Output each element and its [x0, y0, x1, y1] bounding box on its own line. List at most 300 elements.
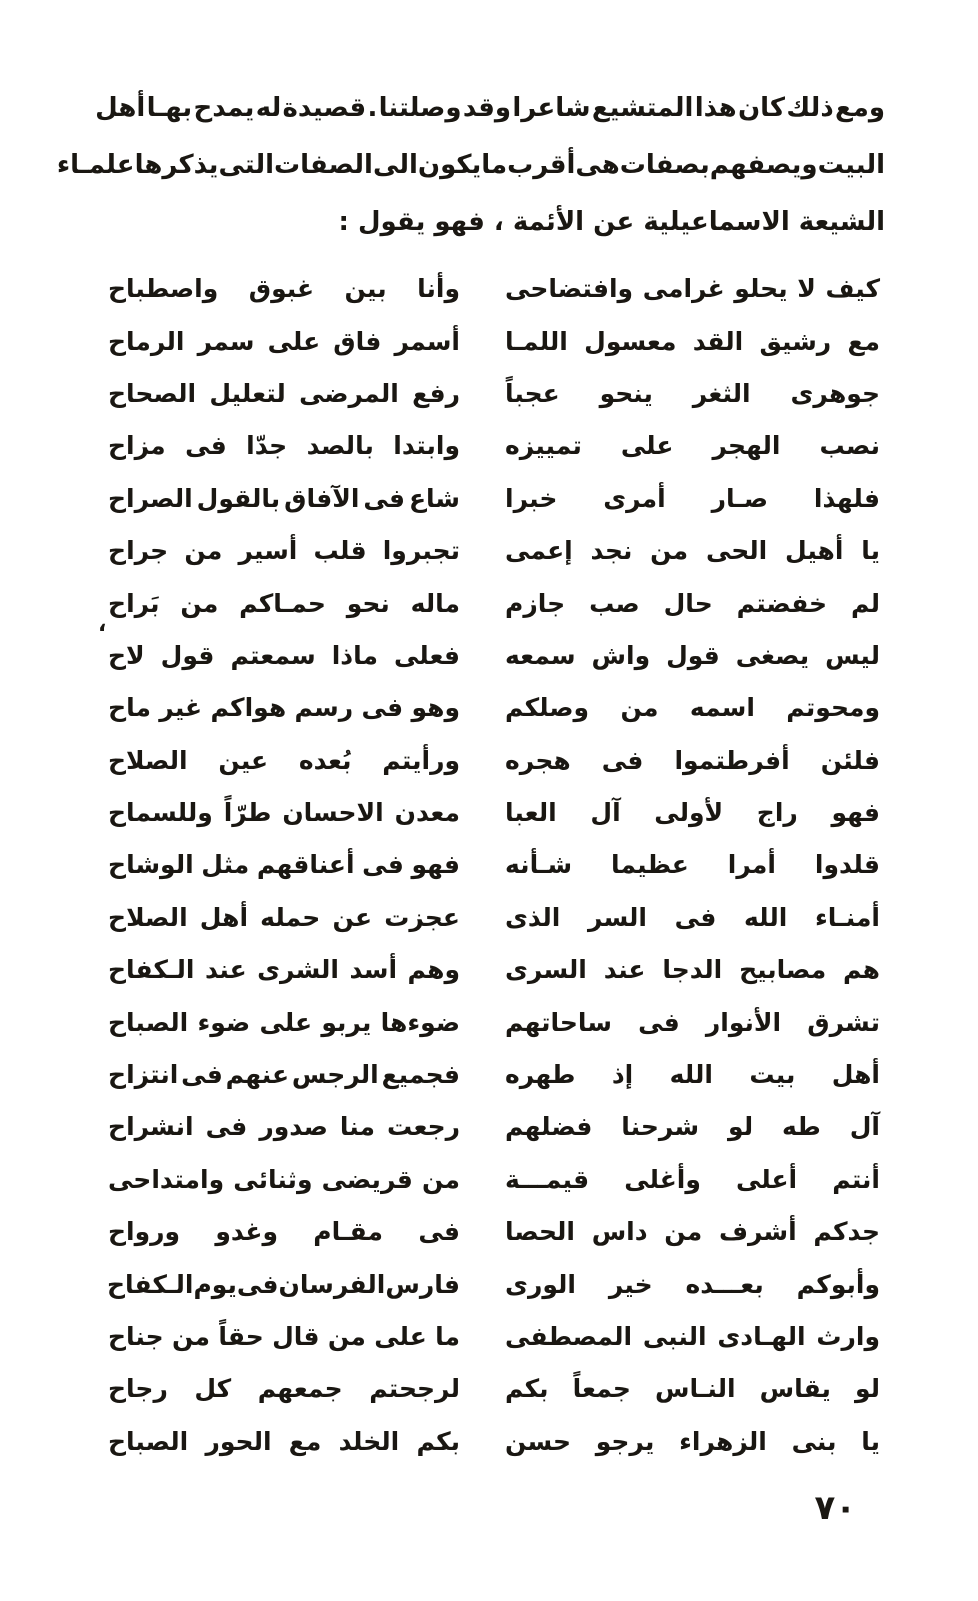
poem-couplet [108, 1258, 880, 1310]
word: وهو [411, 693, 460, 723]
word: له [255, 93, 282, 123]
word: فى [674, 902, 717, 932]
word: الصلاح [108, 902, 188, 932]
word: رجعت [387, 1112, 460, 1142]
hemistich-first [505, 1112, 880, 1142]
word: يا [861, 1426, 880, 1456]
hemistich-second [108, 589, 460, 619]
word: وافتضاحى [505, 274, 634, 304]
word: يصغى [735, 640, 810, 670]
word: نحو [346, 588, 390, 618]
word: غرامى [642, 274, 725, 304]
poem-couplet [108, 315, 880, 367]
word: ومع [834, 93, 885, 123]
poem-couplet [108, 1101, 880, 1153]
poem-couplet [108, 787, 880, 839]
word: لو [854, 1374, 880, 1404]
word: هى [575, 150, 620, 180]
word: لا [797, 274, 816, 304]
word: فى [185, 431, 227, 461]
hemistich-second [108, 1427, 460, 1457]
word: مع [288, 1426, 322, 1456]
intro-line [56, 137, 885, 194]
word: بنى [791, 1426, 837, 1456]
word: مايكون [417, 150, 508, 180]
word: يقاس [759, 1374, 831, 1404]
word: جوهرى [790, 378, 880, 408]
word: وثنائى [233, 1164, 313, 1194]
word: فى [362, 850, 404, 880]
word: وللسماح [108, 798, 213, 828]
hemistich-second [108, 746, 460, 776]
word: السر [588, 902, 647, 932]
word: مصابيح [739, 955, 827, 985]
word: لم [851, 588, 880, 618]
word: فضلهم [505, 1112, 593, 1142]
word: المتشيع [591, 93, 694, 123]
word: بكم [505, 1374, 549, 1404]
hemistich-first [505, 693, 880, 723]
hemistich-first [505, 903, 880, 933]
word: ذلك [786, 93, 834, 123]
word: الآفاق [284, 483, 360, 513]
word: انتزاح [108, 1060, 179, 1090]
hemistich-first [505, 955, 880, 985]
word: فلئن [820, 745, 880, 775]
word: قال [272, 1322, 320, 1351]
word: من [184, 536, 223, 566]
word: وابتدا [393, 431, 460, 461]
hemistich-first [505, 589, 880, 619]
word: حمـاكم [239, 588, 326, 618]
word: الخلد [338, 1426, 400, 1456]
word: ماذا [331, 640, 378, 670]
hemistich-first [505, 1374, 880, 1404]
hemistich-first [505, 379, 880, 409]
word: انشراح [108, 1112, 194, 1142]
word: ويصفهم [709, 150, 818, 180]
word: الرماح [108, 326, 185, 356]
word: بالصد [306, 431, 374, 461]
word: سمعتم [230, 640, 316, 670]
word: الذى [505, 902, 561, 932]
word: ضوءها [380, 1007, 460, 1037]
word: الصراح [108, 483, 193, 513]
word: يمدح [193, 93, 255, 123]
word: بعـــده [685, 1269, 764, 1299]
word: التى [218, 150, 275, 180]
hemistich-second [108, 327, 460, 357]
word: البيت [817, 150, 885, 180]
word: الهجر [712, 431, 781, 461]
word: الصفات [274, 150, 373, 180]
word: وصلتنا [378, 93, 462, 123]
word: صب [589, 588, 640, 618]
hemistich-second [108, 1008, 460, 1038]
word: لرجحتم [369, 1374, 460, 1404]
word: جمعهم [257, 1374, 343, 1404]
word: الثغر [692, 378, 751, 408]
word: ماله [410, 588, 460, 618]
hemistich-second [108, 798, 460, 828]
word: هم [843, 955, 880, 985]
word: وارث [816, 1322, 880, 1351]
word: فجميع [381, 1060, 460, 1090]
word: صـار [711, 483, 769, 513]
word: ما [435, 1322, 460, 1351]
hemistich-first [505, 641, 880, 671]
word: سمر [197, 326, 255, 356]
poem-couplet [108, 263, 880, 315]
word: رشيق [759, 326, 832, 356]
word: أنتم [832, 1164, 880, 1194]
word: فى [361, 693, 404, 723]
poem-couplet [108, 1206, 880, 1258]
word: ومحوتم [786, 693, 880, 723]
word: عجباً [505, 378, 560, 408]
word: سمعه [505, 640, 576, 670]
hemistich-first [505, 431, 880, 461]
word: مزاح [108, 431, 166, 461]
word: ينحو [599, 378, 653, 408]
hemistich-first [505, 1165, 880, 1195]
word: آل [590, 798, 621, 828]
word: الاحسان [282, 798, 384, 828]
poem-couplet [108, 735, 880, 787]
word: مقـام [313, 1217, 384, 1247]
word: كيف [825, 274, 880, 304]
word: معسول [584, 326, 677, 356]
word: أسير [238, 536, 298, 566]
word: فى [363, 483, 406, 513]
word: بيت [749, 1060, 796, 1090]
word: خير [608, 1269, 653, 1299]
word: ورأيتم [382, 745, 460, 775]
word: الـكفاح [107, 1269, 194, 1299]
poem-couplet [108, 1363, 880, 1415]
hemistich-first [505, 1217, 880, 1247]
word: الدجا [662, 955, 723, 985]
poem-couplet [108, 368, 880, 420]
hemistich-first [505, 274, 880, 304]
word: حمله [260, 902, 321, 932]
word: فهو [411, 850, 460, 880]
hemistich-second [108, 1217, 460, 1247]
word: المرضى [299, 378, 399, 408]
word: بهـا [146, 93, 193, 123]
hemistich-first [505, 850, 880, 880]
page-number: ٧٠ [814, 1488, 856, 1528]
word: قلدوا [814, 850, 880, 880]
poem-couplet [108, 1311, 880, 1363]
word: جمعاً [572, 1374, 631, 1404]
word: أمرا [727, 850, 776, 880]
word: الصلاح [108, 745, 188, 775]
word: من [664, 1217, 703, 1247]
word: غبوق [248, 274, 315, 304]
word: رفع [412, 378, 460, 408]
hemistich-first [505, 746, 880, 776]
word: وصلكم [505, 693, 590, 723]
word: قلب [313, 536, 367, 566]
word: بين [344, 274, 387, 304]
hemistich-second [108, 1060, 460, 1090]
word: على [620, 431, 674, 461]
word: يا [861, 536, 880, 566]
word: لأولى [654, 798, 724, 828]
poem-couplet [108, 1154, 880, 1206]
word: جازم [505, 588, 566, 618]
hemistich-second [108, 379, 460, 409]
hemistich-first [505, 1060, 880, 1090]
word: الأنوار [705, 1007, 782, 1037]
word: بَراح [108, 588, 160, 618]
word: طرّاً [223, 798, 272, 828]
word: أسد [349, 955, 398, 985]
word: ضوء [197, 1007, 251, 1037]
word: القد [692, 326, 744, 356]
word: منا [339, 1112, 375, 1142]
word: فى [236, 1269, 279, 1299]
word: وامتداحى [108, 1164, 225, 1194]
word: يوم [193, 1269, 237, 1299]
word: إذ [611, 1060, 634, 1090]
word: عجزت [384, 902, 460, 932]
word: الـكفاح [108, 955, 195, 985]
word: فى [181, 1060, 223, 1090]
word: النـاس [654, 1374, 736, 1404]
hemistich-second [108, 641, 460, 671]
word: . [367, 93, 378, 123]
word: الحور [205, 1426, 272, 1456]
word: معدن [394, 798, 460, 828]
word: الله [669, 1060, 713, 1090]
word: الوشاح [108, 850, 194, 880]
word: يذكرها [134, 150, 219, 180]
intro-line: الشيعة الاسماعيلية عن الأئمة ، فهو يقول : [338, 207, 885, 237]
word: علمـاء [56, 150, 135, 180]
word: الرجس [291, 1060, 379, 1090]
word: رجاح [108, 1374, 168, 1404]
poem-couplet [108, 996, 880, 1048]
hemistich-second [108, 484, 460, 514]
word: العبا [505, 798, 557, 828]
intro-line [95, 80, 885, 137]
word: راج [756, 798, 798, 828]
word: تجبروا [382, 536, 460, 566]
hemistich-second [108, 1165, 460, 1195]
word: قول [160, 640, 215, 670]
word: أهل [95, 93, 146, 123]
word: وقد [462, 93, 512, 123]
word: شـأنه [505, 850, 573, 880]
hemistich-second [108, 1270, 460, 1300]
word: من [172, 1322, 210, 1351]
hemistich-second [108, 903, 460, 933]
word: هجره [505, 745, 571, 775]
hemistich-first [505, 1427, 880, 1457]
word: فارس [385, 1269, 460, 1299]
word: من [180, 588, 219, 618]
poem-couplet [108, 892, 880, 944]
word: بالقول [196, 483, 281, 513]
hemistich-first [505, 1008, 880, 1038]
word: جدكم [813, 1217, 880, 1247]
word: بكم [416, 1426, 460, 1456]
word: وأبوكم [796, 1269, 880, 1299]
word: أهل [199, 902, 249, 932]
word: شاعرا [512, 93, 591, 123]
word: المصطفى [505, 1322, 633, 1351]
word: أمنـاء [815, 902, 880, 932]
word: يحلو [734, 274, 788, 304]
hemistich-second [108, 955, 460, 985]
word: الشرى [257, 955, 339, 985]
hemistich-second [108, 1112, 460, 1142]
word: مع [847, 326, 880, 356]
word: فى [418, 1217, 460, 1247]
poem [108, 263, 880, 1468]
word: صدور [259, 1112, 328, 1142]
poem-couplet [108, 577, 880, 629]
hemistich-second [108, 431, 460, 461]
word: كان [737, 93, 786, 123]
intro-paragraph [56, 80, 885, 251]
word: الصباح [108, 1426, 189, 1456]
hemistich-second [108, 850, 460, 880]
word: عين [218, 745, 269, 775]
hemistich-second [108, 1374, 460, 1404]
word: الصحاح [108, 378, 197, 408]
poem-couplet [108, 682, 880, 734]
word: اسمه [689, 693, 755, 723]
word: شرحنا [621, 1112, 700, 1142]
word: وأغلى [624, 1164, 701, 1194]
word: مثل [201, 850, 250, 880]
word: أقرب [507, 150, 576, 180]
word: هذا [694, 93, 737, 123]
word: إعمى [505, 536, 573, 566]
word: قصيدة [282, 93, 367, 123]
word: قريضى [321, 1164, 413, 1194]
word: تمييزه [505, 431, 582, 461]
word: الحى [705, 536, 768, 566]
word: بُعده [298, 745, 352, 775]
hemistich-first [505, 327, 880, 357]
word: على [267, 326, 321, 356]
word: أعناقهم [256, 850, 355, 880]
word: جدّا [246, 431, 288, 461]
word: أهيل [785, 536, 844, 566]
word: بصفات [619, 150, 710, 180]
word: وغدو [215, 1217, 278, 1247]
hemistich-second [108, 1322, 460, 1352]
word: عنهم [225, 1060, 290, 1090]
word: عند [204, 955, 247, 985]
word: جراح [108, 536, 169, 566]
word: تشرق [807, 1007, 880, 1037]
word: أسمر [394, 326, 460, 356]
hemistich-first [505, 536, 880, 566]
poem-couplet [108, 420, 880, 472]
word: الله [744, 902, 788, 932]
word: يرجو [595, 1426, 655, 1456]
word: حسن [505, 1426, 571, 1456]
word: رسم [294, 693, 354, 723]
word: عن [332, 902, 373, 932]
word: أفرطتموا [674, 745, 790, 775]
word: الحصا [505, 1217, 575, 1247]
hemistich-first [505, 798, 880, 828]
word: فى [601, 745, 644, 775]
word: لو [728, 1112, 754, 1142]
word: يربو [321, 1007, 372, 1037]
word: كل [194, 1374, 232, 1404]
word: واش [591, 640, 651, 670]
word: على [374, 1322, 427, 1351]
poem-couplet [108, 630, 880, 682]
word: طه [782, 1112, 821, 1142]
word: خبرا [505, 483, 558, 513]
word: هواكم [210, 693, 287, 723]
word: وهم [407, 955, 460, 985]
word: واصطباح [108, 274, 219, 304]
word: النبى [642, 1322, 707, 1351]
word: الورى [505, 1269, 576, 1299]
word: فهو [831, 798, 880, 828]
word: حقاً [218, 1322, 264, 1351]
word: ليس [825, 640, 880, 670]
word: ورواح [108, 1217, 181, 1247]
hemistich-first [505, 1322, 880, 1352]
word: الفرسان [278, 1269, 386, 1299]
word: الزهراء [679, 1426, 767, 1456]
poem-couplet [108, 1416, 880, 1468]
poem-couplet [108, 839, 880, 891]
word: الى [372, 150, 418, 180]
hemistich-second [108, 536, 460, 566]
word: نصب [819, 431, 880, 461]
scan-artifact-mark: ، [98, 612, 107, 637]
word: قول [666, 640, 720, 670]
word: الهـادى [717, 1322, 806, 1351]
word: ساحاتهم [505, 1007, 612, 1037]
word: فلهذا [813, 483, 880, 513]
word: أشرف [718, 1217, 797, 1247]
word: نجد [590, 536, 633, 566]
word: من [620, 693, 659, 723]
word: شاع [408, 483, 460, 513]
word: عظيما [611, 850, 689, 880]
word: داس [591, 1217, 648, 1247]
hemistich-first [505, 1270, 880, 1300]
word: لتعليل [209, 378, 286, 408]
poem-couplet [108, 473, 880, 525]
poem-couplet [108, 944, 880, 996]
word: فى [205, 1112, 248, 1142]
word: أعلى [735, 1164, 798, 1194]
word: اللمـا [505, 326, 568, 356]
poem-couplet [108, 1049, 880, 1101]
word: قيمـــة [505, 1164, 590, 1194]
word: من [327, 1322, 366, 1351]
word: أهل [831, 1060, 880, 1090]
word: فاق [333, 326, 382, 356]
word: الصباح [108, 1007, 189, 1037]
poem-couplet [108, 525, 880, 577]
word: آل [849, 1112, 880, 1142]
word: غير [159, 693, 203, 723]
